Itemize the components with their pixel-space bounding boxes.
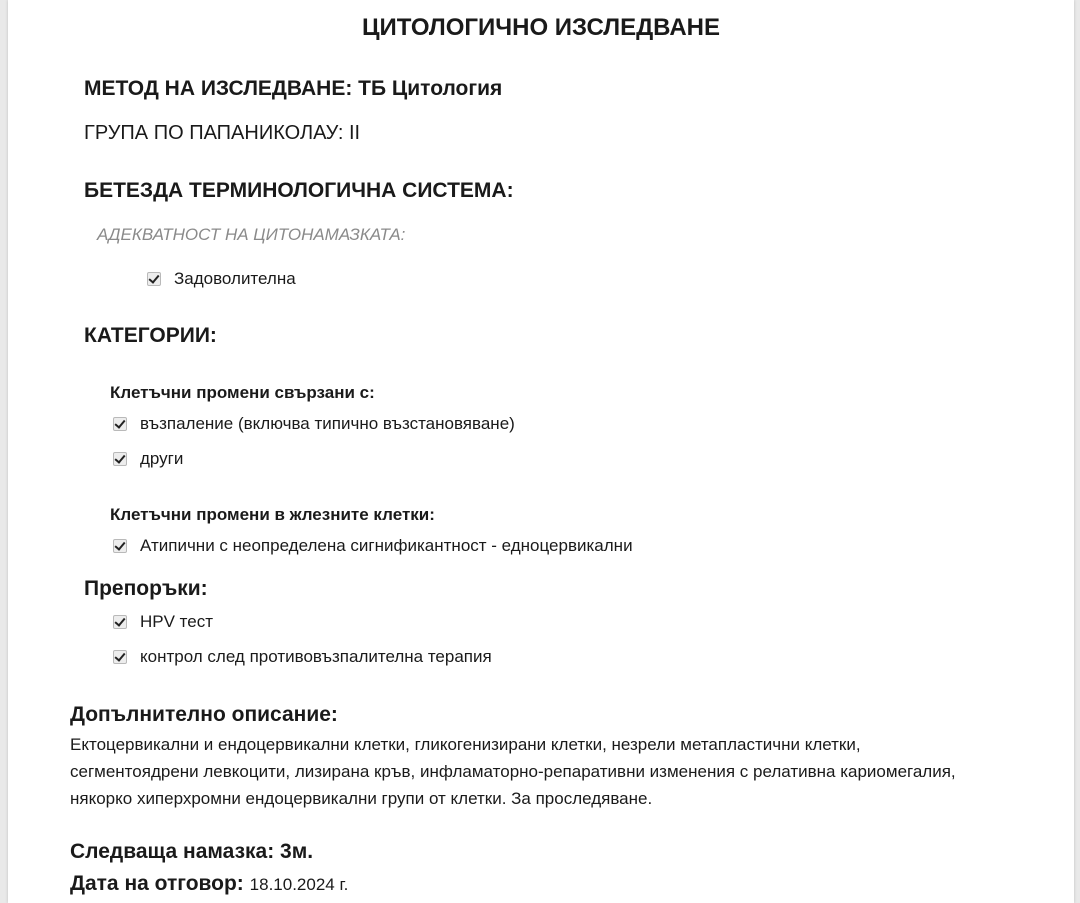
answer-date-value: 18.10.2024 г.: [249, 875, 349, 894]
next-smear: Следваща намазка: 3м.: [70, 840, 314, 863]
adequacy-value: Задоволителна: [174, 269, 296, 288]
item-label: други: [140, 449, 184, 468]
additional-text: Ектоцервикални и ендоцервикални клетки, гликогенизирани клетки, незрели метапластични клетки, сегментоядрени левкоцити, лизирана кръв, инфламаторно-репаративни изменения с релативна кариомегалия, някорко хиперхромни ендоцервикални групи от клетки. За проследяване.: [70, 735, 956, 808]
list-item: [113, 536, 633, 556]
answer-date-label: Дата на отговор:: [70, 872, 244, 895]
report-page: [8, 0, 1074, 903]
checkbox-checked-icon[interactable]: [113, 452, 127, 466]
checkbox-checked-icon[interactable]: [113, 650, 127, 664]
glandular-changes-title: Клетъчни промени в жлезните клетки:: [110, 505, 435, 524]
adequacy-item: [147, 269, 296, 289]
item-label: HPV тест: [140, 612, 214, 631]
additional-heading: Допълнително описание:: [70, 703, 338, 726]
cell-changes-title: Клетъчни промени свързани с:: [110, 383, 375, 402]
item-label: Атипични с неопределена сигнификантност - едноцервикални: [140, 536, 633, 555]
report-title: ЦИТОЛОГИЧНО ИЗСЛЕДВАНЕ: [362, 14, 720, 41]
categories-heading: КАТЕГОРИИ:: [84, 324, 217, 347]
bethesda-heading: БЕТЕЗДА ТЕРМИНОЛОГИЧНА СИСТЕМА:: [84, 179, 514, 202]
method-heading: МЕТОД НА ИЗСЛЕДВАНЕ: ТБ Цитология: [84, 77, 503, 100]
recommendations-heading: Препоръки:: [84, 577, 208, 600]
list-item: [113, 647, 492, 667]
list-item: [113, 612, 213, 632]
adequacy-label: АДЕКВАТНОСТ НА ЦИТОНАМАЗКАТА:: [97, 225, 406, 244]
item-label: възпаление (включва типично възстановяване): [140, 414, 515, 433]
list-item: [113, 449, 183, 469]
checkbox-checked-icon[interactable]: [113, 615, 127, 629]
checkbox-checked-icon[interactable]: [113, 417, 127, 431]
answer-date: [70, 872, 348, 896]
checkbox-checked-icon[interactable]: [113, 539, 127, 553]
item-label: контрол след противовъзпалителна терапия: [140, 647, 492, 666]
list-item: [113, 414, 515, 434]
pap-group: ГРУПА ПО ПАПАНИКОЛАУ: II: [84, 122, 361, 144]
checkbox-checked-icon[interactable]: [147, 272, 161, 286]
